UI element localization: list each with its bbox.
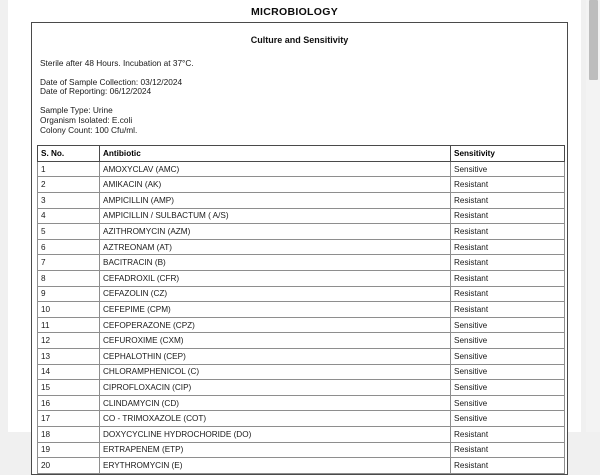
info-spacer: [40, 97, 559, 106]
cell-sensitivity: Sensitive: [451, 380, 565, 396]
cell-sno: 7: [38, 255, 100, 271]
section-title: Culture and Sensitivity: [250, 35, 349, 45]
cell-antibiotic: CEPHALOTHIN (CEP): [100, 348, 451, 364]
table-row: [38, 426, 565, 442]
cell-sensitivity: Resistant: [451, 286, 565, 302]
cell-antibiotic: AMOXYCLAV (AMC): [100, 161, 451, 177]
cell-sno: 18: [38, 426, 100, 442]
cell-antibiotic: CEFOPERAZONE (CPZ): [100, 317, 451, 333]
collection-date: Date of Sample Collection: 03/12/2024: [40, 76, 183, 87]
table-row: [38, 458, 565, 474]
cell-sensitivity: Sensitive: [451, 161, 565, 177]
cell-sno: 14: [38, 364, 100, 380]
table-header-row: [38, 146, 565, 162]
cell-sensitivity: Sensitive: [451, 411, 565, 427]
cell-antibiotic: AMPICILLIN (AMP): [100, 193, 451, 209]
reporting-date: Date of Reporting: 06/12/2024: [40, 86, 152, 97]
cell-sensitivity: Sensitive: [451, 333, 565, 349]
cell-sensitivity: Sensitive: [451, 348, 565, 364]
organism-isolated: Organism Isolated: E.coli: [40, 114, 133, 125]
column-header-sno: S. No.: [38, 146, 100, 162]
page-title: MICROBIOLOGY: [250, 6, 338, 18]
table-row: [38, 348, 565, 364]
cell-sensitivity: Resistant: [451, 426, 565, 442]
cell-sno: 3: [38, 193, 100, 209]
column-header-antibiotic: Antibiotic: [100, 146, 451, 162]
vertical-scrollbar-track[interactable]: [586, 0, 600, 432]
cell-sensitivity: Resistant: [451, 255, 565, 271]
cell-sensitivity: Resistant: [451, 302, 565, 318]
sample-type: Sample Type: Urine: [40, 105, 113, 116]
table-row: [38, 177, 565, 193]
table-row: [38, 193, 565, 209]
cell-sensitivity: Resistant: [451, 208, 565, 224]
cell-antibiotic: CO - TRIMOXAZOLE (COT): [100, 411, 451, 427]
cell-sensitivity: Resistant: [451, 458, 565, 474]
cell-sno: 2: [38, 177, 100, 193]
table-row: [38, 286, 565, 302]
cell-sno: 15: [38, 380, 100, 396]
report-content-box: [31, 22, 568, 475]
column-header-sensitivity: Sensitivity: [451, 146, 565, 162]
cell-sensitivity: Resistant: [451, 177, 565, 193]
cell-sensitivity: Resistant: [451, 224, 565, 240]
cell-sensitivity: Sensitive: [451, 395, 565, 411]
cell-sno: 13: [38, 348, 100, 364]
cell-sno: 8: [38, 270, 100, 286]
cell-sno: 4: [38, 208, 100, 224]
sensitivity-table: [37, 145, 565, 473]
table-row: [38, 317, 565, 333]
colony-count: Colony Count: 100 Cfu/ml.: [40, 124, 138, 135]
table-row: [38, 161, 565, 177]
cell-antibiotic: AZITHROMYCIN (AZM): [100, 224, 451, 240]
cell-antibiotic: CHLORAMPHENICOL (C): [100, 364, 451, 380]
specimen-info-block: [32, 45, 567, 141]
report-page: [8, 0, 581, 470]
cell-sno: 11: [38, 317, 100, 333]
cell-sno: 16: [38, 395, 100, 411]
table-body: [38, 161, 565, 473]
table-row: [38, 380, 565, 396]
cell-sno: 10: [38, 302, 100, 318]
cell-sno: 12: [38, 333, 100, 349]
cell-sno: 20: [38, 458, 100, 474]
cell-antibiotic: AZTREONAM (AT): [100, 239, 451, 255]
cell-sno: 6: [38, 239, 100, 255]
cell-antibiotic: AMIKACIN (AK): [100, 177, 451, 193]
table-row: [38, 224, 565, 240]
cell-sno: 9: [38, 286, 100, 302]
cell-sensitivity: Sensitive: [451, 364, 565, 380]
table-row: [38, 208, 565, 224]
cell-sensitivity: Resistant: [451, 193, 565, 209]
cell-antibiotic: CEFUROXIME (CXM): [100, 333, 451, 349]
table-row: [38, 270, 565, 286]
cell-antibiotic: CEFAZOLIN (CZ): [100, 286, 451, 302]
cell-sno: 1: [38, 161, 100, 177]
table-row: [38, 333, 565, 349]
cell-antibiotic: CIPROFLOXACIN (CIP): [100, 380, 451, 396]
table-row: [38, 364, 565, 380]
sterile-note: Sterile after 48 Hours. Incubation at 37°C.: [40, 58, 194, 68]
table-row: [38, 411, 565, 427]
cell-sno: 17: [38, 411, 100, 427]
cell-sensitivity: Resistant: [451, 270, 565, 286]
cell-sno: 5: [38, 224, 100, 240]
cell-antibiotic: CEFEPIME (CPM): [100, 302, 451, 318]
cell-antibiotic: CLINDAMYCIN (CD): [100, 395, 451, 411]
cell-sensitivity: Sensitive: [451, 317, 565, 333]
cell-antibiotic: CEFADROXIL (CFR): [100, 270, 451, 286]
cell-sno: 19: [38, 442, 100, 458]
cell-antibiotic: BACITRACIN (B): [100, 255, 451, 271]
cell-antibiotic: DOXYCYCLINE HYDROCHORIDE (DO): [100, 426, 451, 442]
table-row: [38, 395, 565, 411]
table-row: [38, 442, 565, 458]
cell-antibiotic: ERYTHROMYCIN (E): [100, 458, 451, 474]
cell-sensitivity: Resistant: [451, 442, 565, 458]
cell-antibiotic: AMPICILLIN / SULBACTUM ( A/S): [100, 208, 451, 224]
table-row: [38, 239, 565, 255]
table-row: [38, 255, 565, 271]
cell-antibiotic: ERTRAPENEM (ETP): [100, 442, 451, 458]
results-table-wrap: [32, 141, 567, 473]
vertical-scrollbar-thumb[interactable]: [589, 0, 598, 80]
table-row: [38, 302, 565, 318]
cell-sensitivity: Resistant: [451, 239, 565, 255]
table-header: [38, 146, 565, 162]
